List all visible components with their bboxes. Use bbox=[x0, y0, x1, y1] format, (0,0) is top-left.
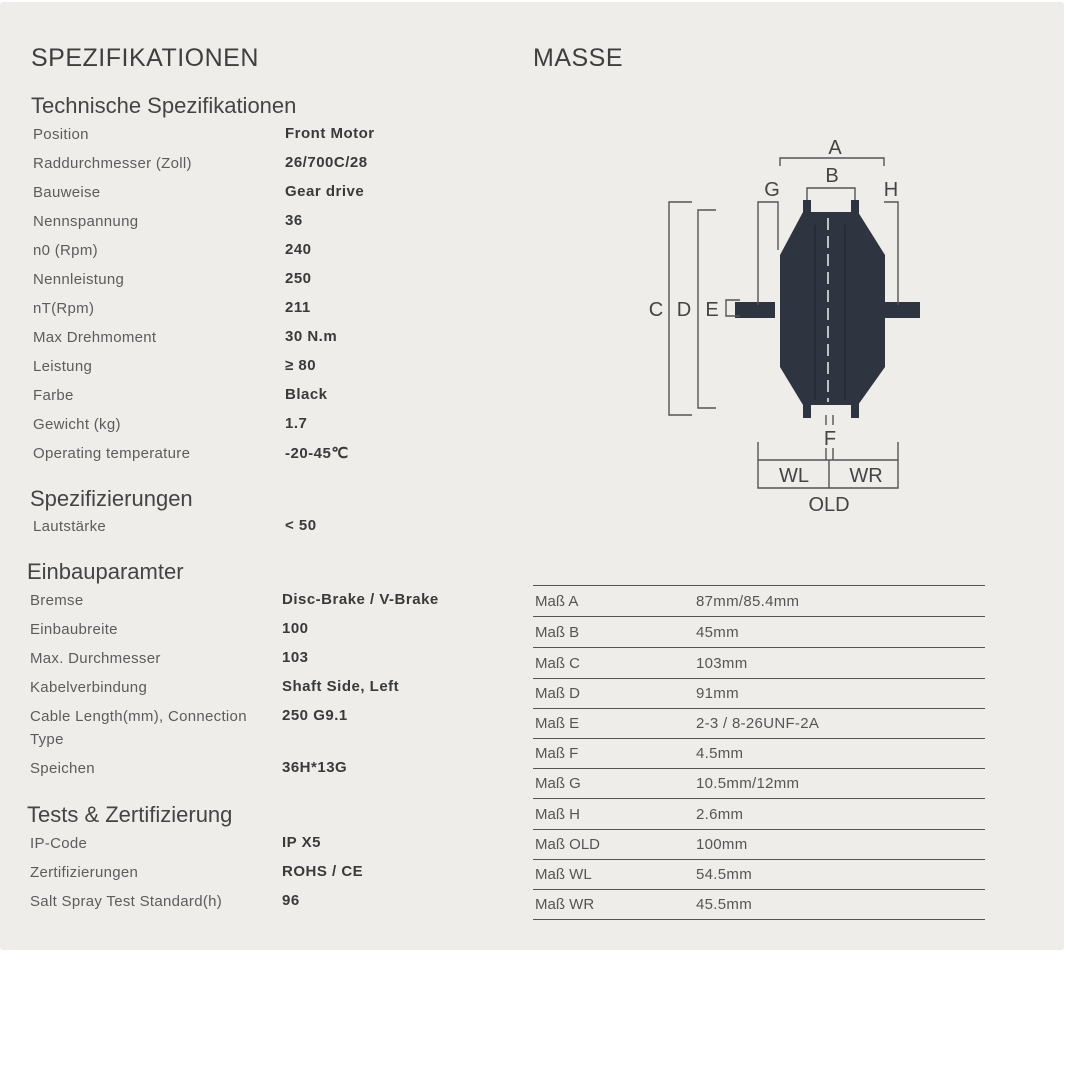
dim-label-e: E bbox=[705, 299, 719, 321]
spec-label: Bremse bbox=[30, 592, 84, 609]
spec-value: Disc-Brake / V-Brake bbox=[282, 591, 439, 608]
spec-label: Operating temperature bbox=[33, 445, 191, 462]
specs-section-title: Spezifizierungen bbox=[30, 486, 193, 511]
measure-value: 91mm bbox=[696, 685, 739, 702]
spec-label: Salt Spray Test Standard(h) bbox=[30, 893, 223, 910]
measure-key: Maß WR bbox=[535, 896, 595, 913]
spec-value: Gear drive bbox=[285, 183, 365, 200]
measure-value: 87mm/85.4mm bbox=[696, 593, 800, 610]
spec-value: -20-45℃ bbox=[285, 445, 349, 462]
measure-value: 54.5mm bbox=[696, 866, 752, 883]
spec-label: n0 (Rpm) bbox=[33, 242, 98, 259]
measure-value: 100mm bbox=[696, 836, 748, 853]
table-row bbox=[533, 738, 985, 769]
spec-label: Bauweise bbox=[33, 184, 101, 201]
measure-key: Maß WL bbox=[535, 866, 592, 883]
dim-label-h: H bbox=[883, 179, 899, 201]
measure-key: Maß B bbox=[535, 624, 580, 641]
spec-label: Position bbox=[33, 126, 89, 143]
spec-label: nT(Rpm) bbox=[33, 300, 95, 317]
dim-label-f: F bbox=[823, 428, 837, 450]
measure-key: Maß OLD bbox=[535, 836, 601, 853]
measure-key: Maß E bbox=[535, 715, 580, 732]
spec-value: Black bbox=[285, 386, 328, 403]
dim-label-d: D bbox=[676, 299, 692, 321]
spec-label: Leistung bbox=[33, 358, 93, 375]
dim-label-wr: WR bbox=[849, 465, 883, 487]
spec-label: IP-Code bbox=[30, 835, 88, 852]
dim-label-wl: WL bbox=[779, 465, 809, 487]
table-row bbox=[533, 708, 985, 739]
dim-label-c: C bbox=[648, 299, 664, 321]
table-row bbox=[533, 829, 985, 860]
measure-key: Maß F bbox=[535, 745, 579, 762]
table-row bbox=[533, 799, 985, 830]
masse-heading: MASSE bbox=[533, 44, 624, 72]
spec-label: Einbaubreite bbox=[30, 621, 118, 638]
install-section-title: Einbauparamter bbox=[27, 559, 184, 584]
spec-value: ROHS / CE bbox=[282, 863, 364, 880]
dim-label-old: OLD bbox=[808, 494, 850, 516]
spezifikationen-heading: SPEZIFIKATIONEN bbox=[31, 44, 259, 72]
measure-key: Maß A bbox=[535, 593, 579, 610]
table-row bbox=[533, 648, 985, 679]
motor-body bbox=[735, 200, 920, 418]
table-row bbox=[533, 889, 985, 920]
measure-value: 2.6mm bbox=[696, 806, 744, 823]
spec-value: 26/700C/28 bbox=[285, 154, 368, 171]
measure-value: 10.5mm/12mm bbox=[696, 775, 800, 792]
spec-value: 96 bbox=[282, 892, 300, 909]
table-row bbox=[533, 586, 985, 617]
spec-label: Kabelverbindung bbox=[30, 679, 148, 696]
spec-value: 100 bbox=[282, 620, 309, 637]
spec-value: ≥ 80 bbox=[285, 357, 317, 374]
measure-key: Maß C bbox=[535, 655, 580, 672]
spec-label: Raddurchmesser (Zoll) bbox=[33, 155, 192, 172]
spec-value: 30 N.m bbox=[285, 328, 338, 345]
spec-label: Lautstärke bbox=[33, 518, 107, 535]
measure-key: Maß D bbox=[535, 685, 580, 702]
dim-label-g: G bbox=[764, 179, 780, 201]
spec-value: Shaft Side, Left bbox=[282, 678, 400, 695]
spec-label: Gewicht (kg) bbox=[33, 416, 121, 433]
spec-value: 36 bbox=[285, 212, 303, 229]
spec-label: Cable Length(mm), Connection Type bbox=[30, 708, 247, 748]
spec-value: 250 bbox=[285, 270, 312, 287]
table-row bbox=[533, 859, 985, 890]
tests-section-title: Tests & Zertifizierung bbox=[27, 802, 233, 827]
spec-value: 211 bbox=[285, 299, 311, 316]
motor-dimension-diagram bbox=[640, 130, 940, 530]
dim-label-a: A bbox=[828, 137, 842, 159]
measure-value: 4.5mm bbox=[696, 745, 744, 762]
measure-value: 45mm bbox=[696, 624, 739, 641]
spec-value: 36H*13G bbox=[282, 759, 348, 776]
spec-value: Front Motor bbox=[285, 125, 375, 142]
measure-key: Maß G bbox=[535, 775, 581, 792]
technical-section-title: Technische Spezifikationen bbox=[31, 93, 297, 118]
measure-value: 45.5mm bbox=[696, 896, 752, 913]
spec-label: Farbe bbox=[33, 387, 74, 404]
spec-value: 240 bbox=[285, 241, 312, 258]
spec-label: Max Drehmoment bbox=[33, 329, 157, 346]
spec-value: < 50 bbox=[285, 517, 317, 534]
measure-value: 2-3 / 8-26UNF-2A bbox=[696, 715, 820, 732]
spec-label: Nennleistung bbox=[33, 271, 125, 288]
table-row bbox=[533, 678, 985, 709]
table-row bbox=[533, 617, 985, 648]
spec-label: Zertifizierungen bbox=[30, 864, 139, 881]
table-row bbox=[533, 768, 985, 799]
dim-label-b: B bbox=[825, 165, 839, 187]
spec-value: IP X5 bbox=[282, 834, 321, 851]
measure-key: Maß H bbox=[535, 806, 580, 823]
spec-label: Speichen bbox=[30, 760, 95, 777]
spec-label: Max. Durchmesser bbox=[30, 650, 161, 667]
spec-value: 250 G9.1 bbox=[282, 707, 348, 724]
spec-label: Nennspannung bbox=[33, 213, 139, 230]
measure-value: 103mm bbox=[696, 655, 748, 672]
spec-value: 1.7 bbox=[285, 415, 308, 432]
spec-value: 103 bbox=[282, 649, 309, 666]
